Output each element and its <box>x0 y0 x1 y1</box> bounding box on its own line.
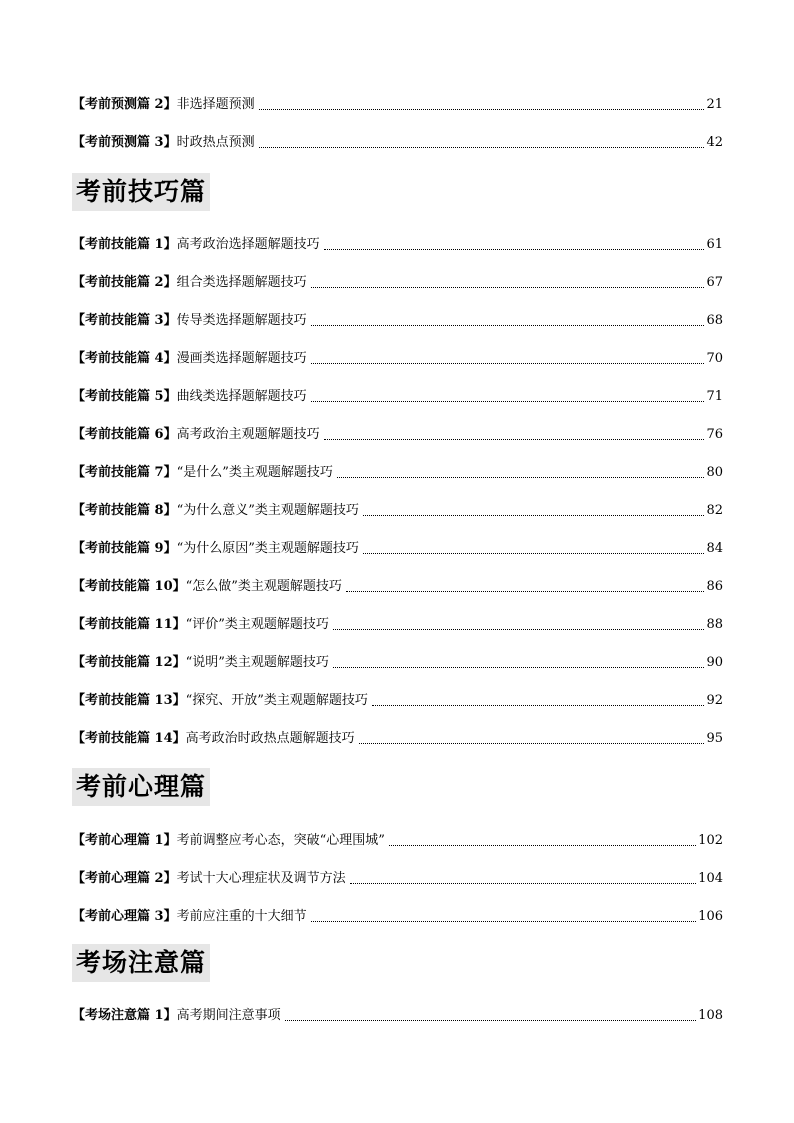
toc-entry-tag: 【考前心理篇 3】 <box>72 909 177 924</box>
dot-leader <box>311 286 705 288</box>
dot-leader <box>311 400 705 402</box>
section-title: 考前技巧篇 <box>72 173 210 211</box>
toc-entry-text: 高考政治主观题解题技巧 <box>176 427 320 442</box>
toc-entry-tag: 【考前技能篇 2】 <box>72 275 177 290</box>
toc-entry-page: 95 <box>706 731 723 746</box>
dot-leader <box>346 590 705 592</box>
toc-entry-tag: 【考前技能篇 1】 <box>72 237 177 252</box>
toc-entry[interactable] <box>72 612 723 634</box>
toc-entry[interactable] <box>72 308 723 330</box>
toc-entry-text: “探究、开放”类主观题解题技巧 <box>185 693 368 708</box>
dot-leader <box>350 882 697 884</box>
toc-entry-text: 组合类选择题解题技巧 <box>176 275 307 290</box>
toc-entry[interactable] <box>72 828 723 850</box>
toc-entry-tag: 【考前技能篇 12】 <box>72 655 186 670</box>
toc-entry-tag: 【考前技能篇 5】 <box>72 389 177 404</box>
toc-entry-text: 曲线类选择题解题技巧 <box>176 389 307 404</box>
toc-entry-page: 104 <box>698 871 723 886</box>
dot-leader <box>333 666 705 668</box>
toc-entry[interactable] <box>72 650 723 672</box>
toc-entry-text: “怎么做”类主观题解题技巧 <box>185 579 342 594</box>
toc-entry-tag: 【考前技能篇 7】 <box>72 465 177 480</box>
toc-entry-tag: 【考前技能篇 14】 <box>72 731 186 746</box>
toc-entry-page: 92 <box>706 693 723 708</box>
toc-entry[interactable] <box>72 346 723 368</box>
toc-entry-text: “是什么”类主观题解题技巧 <box>176 465 333 480</box>
toc-entry-tag: 【考前技能篇 4】 <box>72 351 177 366</box>
dot-leader <box>259 146 705 148</box>
toc-entry[interactable] <box>72 688 723 710</box>
toc-entry-text: “为什么原因”类主观题解题技巧 <box>176 541 359 556</box>
toc-entry-tag: 【考前技能篇 10】 <box>72 579 186 594</box>
toc-entry-page: 68 <box>706 313 723 328</box>
toc-entry-page: 82 <box>706 503 723 518</box>
toc-entry-tag: 【考前技能篇 6】 <box>72 427 177 442</box>
toc-entry[interactable] <box>72 574 723 596</box>
toc-entry-tag: 【考前心理篇 2】 <box>72 871 177 886</box>
toc-entry-page: 21 <box>706 97 723 112</box>
toc-entry-text: 高考政治选择题解题技巧 <box>176 237 320 252</box>
toc-entry-tag: 【考前预测篇 2】 <box>72 97 177 112</box>
toc-entry-tag: 【考前技能篇 13】 <box>72 693 186 708</box>
toc-entry-tag: 【考前技能篇 11】 <box>72 617 186 632</box>
toc-entry[interactable] <box>72 92 723 114</box>
toc-entry[interactable] <box>72 232 723 254</box>
toc-entry-text: 时政热点预测 <box>176 135 255 150</box>
toc-entry[interactable] <box>72 130 723 152</box>
toc-entry[interactable] <box>72 1003 723 1025</box>
toc-entry-page: 70 <box>706 351 723 366</box>
toc-entry-tag: 【考前预测篇 3】 <box>72 135 177 150</box>
dot-leader <box>359 742 705 744</box>
toc-entry[interactable] <box>72 904 723 926</box>
dot-leader <box>311 920 697 922</box>
toc-entry-text: “说明”类主观题解题技巧 <box>185 655 329 670</box>
toc-entry-text: 非选择题预测 <box>176 97 255 112</box>
section-title: 考场注意篇 <box>72 944 210 982</box>
toc-entry[interactable] <box>72 384 723 406</box>
toc-entry[interactable] <box>72 422 723 444</box>
section-title: 考前心理篇 <box>72 768 210 806</box>
toc-entry[interactable] <box>72 270 723 292</box>
toc-entry-tag: 【考前技能篇 8】 <box>72 503 177 518</box>
toc-entry-text: 考试十大心理症状及调节方法 <box>176 871 346 886</box>
toc-entry-page: 42 <box>706 135 723 150</box>
dot-leader <box>324 438 705 440</box>
toc-entry-text: “评价”类主观题解题技巧 <box>185 617 329 632</box>
toc-entry-tag: 【考前心理篇 1】 <box>72 833 177 848</box>
dot-leader <box>259 108 705 110</box>
toc-entry[interactable] <box>72 726 723 748</box>
toc-entry-text: 高考政治时政热点题解题技巧 <box>185 731 355 746</box>
toc-entry-text: “为什么意义”类主观题解题技巧 <box>176 503 359 518</box>
toc-entry-text: 考前应注重的十大细节 <box>176 909 307 924</box>
toc-entry-text: 漫画类选择题解题技巧 <box>176 351 307 366</box>
toc-entry-page: 108 <box>698 1008 723 1023</box>
dot-leader <box>324 248 705 250</box>
dot-leader <box>337 476 705 478</box>
dot-leader <box>333 628 705 630</box>
toc-entry-text: 高考期间注意事项 <box>176 1008 281 1023</box>
toc-entry[interactable] <box>72 866 723 888</box>
toc-entry-page: 86 <box>706 579 723 594</box>
toc-entry[interactable] <box>72 536 723 558</box>
toc-entry-tag: 【考场注意篇 1】 <box>72 1008 177 1023</box>
toc-entry-page: 90 <box>706 655 723 670</box>
toc-entry-page: 80 <box>706 465 723 480</box>
toc-entry-page: 61 <box>706 237 723 252</box>
dot-leader <box>285 1019 697 1021</box>
toc-entry-page: 76 <box>706 427 723 442</box>
toc-entry-text: 传导类选择题解题技巧 <box>176 313 307 328</box>
dot-leader <box>372 704 705 706</box>
toc-entry-page: 106 <box>698 909 723 924</box>
dot-leader <box>311 362 705 364</box>
toc-entry-page: 102 <box>698 833 723 848</box>
toc-entry-page: 88 <box>706 617 723 632</box>
toc-entry[interactable] <box>72 498 723 520</box>
toc-entry-page: 84 <box>706 541 723 556</box>
toc-entry-page: 71 <box>706 389 723 404</box>
toc-entry-page: 67 <box>706 275 723 290</box>
dot-leader <box>389 844 696 846</box>
dot-leader <box>363 514 705 516</box>
toc-entry-text: 考前调整应考心态，突破“心理围城” <box>176 833 385 848</box>
dot-leader <box>363 552 705 554</box>
toc-entry[interactable] <box>72 460 723 482</box>
toc-entry-tag: 【考前技能篇 3】 <box>72 313 177 328</box>
dot-leader <box>311 324 705 326</box>
toc-entry-tag: 【考前技能篇 9】 <box>72 541 177 556</box>
